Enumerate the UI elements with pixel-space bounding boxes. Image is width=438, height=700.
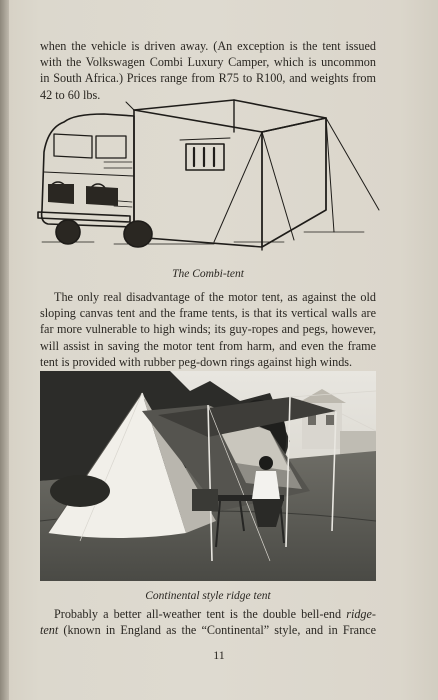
figure-2-caption: Continental style ridge tent	[145, 590, 271, 602]
paragraph-2-line: The only real disadvantage of the motor tent, as against the old	[54, 290, 376, 304]
paragraph-1-line: 42 to 60 lbs.	[40, 87, 101, 102]
paragraph-3	[40, 606, 376, 638]
paragraph-3-line-2	[40, 622, 376, 638]
paragraph-2-line: will assist in saving the motor tent from harm, and even the frame	[40, 338, 376, 353]
paragraph-3-text: Probably a better all-weather tent is the double bell-end	[54, 607, 342, 621]
paragraph-3-line-1	[40, 606, 376, 622]
paragraph-2-line: tent is provided with rubber peg-down rings against high winds.	[40, 354, 353, 369]
paragraph-1-line: when the vehicle is driven away. (An exception is the tent issued	[40, 39, 376, 53]
figure-1-caption: The Combi-tent	[172, 268, 244, 280]
paragraph-2	[40, 289, 376, 370]
paragraph-1-line: with the Volkswagen Combi Luxury Camper, which is uncommon	[40, 55, 376, 70]
paragraph-1-line: in South Africa.) Prices range from R75 to R100, and weights from	[40, 71, 376, 86]
page-number: 11	[213, 648, 225, 662]
ridge-tent-photo-drawing	[40, 371, 376, 581]
paragraph-3-emphasis: tent	[40, 623, 59, 638]
paragraph-2-line: far more vulnerable to high winds; its guy-ropes and pegs, however,	[40, 322, 376, 337]
combi-tent-illustration	[34, 92, 384, 254]
paragraph-2-line: sloping canvas tent and the frame tents, is that its vertical walls are	[40, 306, 376, 321]
paragraph-3-emphasis: ridge-	[346, 607, 376, 621]
paragraph-3-text: (known in England as the “Continental” style, and in France	[63, 623, 377, 638]
ridge-tent-photograph	[40, 371, 376, 581]
page-binding-shadow	[0, 0, 9, 700]
